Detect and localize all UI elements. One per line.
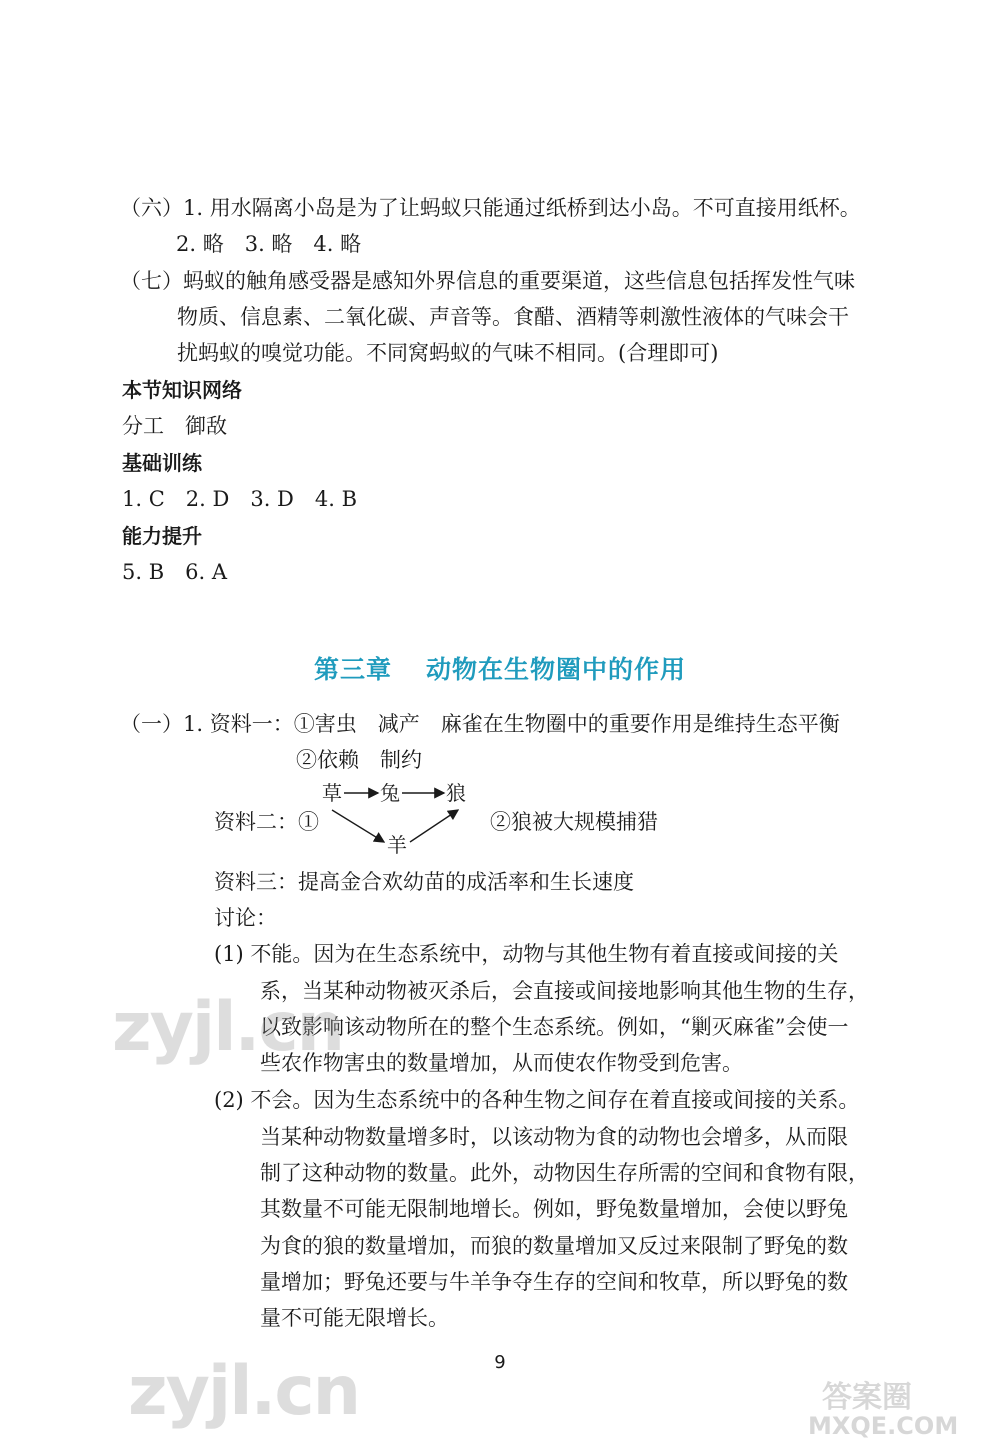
food-web-diagram bbox=[296, 780, 486, 858]
section6-line1: （六）1. 用水隔离小岛是为了让蚂蚁只能通过纸桥到达小岛。不可直接用纸杯。 bbox=[120, 196, 861, 220]
ability-answer: 5. B 6. A bbox=[122, 560, 228, 584]
food-web-sheep: 羊 bbox=[387, 833, 407, 857]
discussion2-line5: 为食的狼的数量增加，而狼的数量增加又反过来限制了野兔的数 bbox=[260, 1234, 848, 1258]
discussion1-line3: 以致影响该动物所在的整个生态系统。例如，“剿灭麻雀”会使一 bbox=[260, 1015, 849, 1039]
discussion1-line1: (1) 不能。因为在生态系统中，动物与其他生物有着直接或间接的关 bbox=[214, 942, 839, 966]
discussion1-line4: 些农作物害虫的数量增加，从而使农作物受到危害。 bbox=[260, 1051, 743, 1075]
q1-material3: 资料三：提高金合欢幼苗的成活率和生长速度 bbox=[214, 870, 634, 894]
discussion1-line2: 系，当某种动物被灭杀后，会直接或间接地影响其他生物的生存， bbox=[260, 979, 869, 1003]
section7-line1: （七）蚂蚁的触角感受器是感知外界信息的重要渠道，这些信息包括挥发性气味 bbox=[120, 269, 855, 293]
q1-material1-line1: （一）1. 资料一：①害虫 减产 麻雀在生物圈中的重要作用是维持生态平衡 bbox=[120, 712, 840, 736]
network-answer: 分工 御敌 bbox=[122, 414, 227, 438]
discussion2-line1: (2) 不会。因为生态系统中的各种生物之间存在着直接或间接的关系。 bbox=[214, 1088, 860, 1112]
chapter-title bbox=[0, 650, 1000, 686]
discussion2-line7: 量不可能无限增长。 bbox=[260, 1306, 449, 1330]
food-web-wolf: 狼 bbox=[446, 781, 466, 805]
ability-heading: 能力提升 bbox=[122, 524, 202, 548]
network-heading: 本节知识网络 bbox=[122, 378, 242, 402]
section6-line2: 2. 略 3. 略 4. 略 bbox=[176, 232, 362, 256]
watermark-zyjl-bottom: zyjl.cn bbox=[128, 1352, 360, 1431]
chapter-name: 动物在生物圈中的作用 bbox=[426, 655, 687, 684]
watermark-corner-url: MXQE.COM bbox=[808, 1412, 959, 1440]
food-web-grass: 草 bbox=[322, 781, 342, 805]
basic-answer: 1. C 2. D 3. D 4. B bbox=[122, 487, 358, 511]
basic-heading: 基础训练 bbox=[122, 451, 202, 475]
section7-line3: 扰蚂蚁的嗅觉功能。不同窝蚂蚁的气味不相同。(合理即可) bbox=[177, 341, 719, 365]
watermark-corner-logo: 答案圈 bbox=[822, 1380, 912, 1415]
q1-material1-line2: ②依赖 制约 bbox=[296, 748, 422, 772]
q1-material2-label: 资料二：① bbox=[214, 810, 319, 834]
arrow-sheep-to-wolf bbox=[410, 810, 458, 842]
discussion2-line2: 当某种动物数量增多时，以该动物为食的动物也会增多，从而限 bbox=[260, 1125, 848, 1149]
arrow-grass-to-sheep bbox=[332, 810, 384, 842]
chapter-number: 第三章 bbox=[313, 655, 392, 684]
q1-discussion-label: 讨论： bbox=[214, 906, 277, 930]
discussion2-line3: 制了这种动物的数量。此外，动物因生存所需的空间和食物有限， bbox=[260, 1161, 869, 1185]
food-web-rabbit: 兔 bbox=[380, 781, 400, 805]
discussion2-line6: 量增加；野兔还要与牛羊争夺生存的空间和牧草，所以野兔的数 bbox=[260, 1270, 848, 1294]
page-number: 9 bbox=[494, 1352, 506, 1373]
q1-material2-answer: ②狼被大规模捕猎 bbox=[490, 810, 658, 834]
watermark-zyjl-middle: zyjl.cn bbox=[112, 988, 344, 1067]
discussion2-line4: 其数量不可能无限制地增长。例如，野兔数量增加，会使以野兔 bbox=[260, 1197, 848, 1221]
section7-line2: 物质、信息素、二氧化碳、声音等。食醋、酒精等刺激性液体的气味会干 bbox=[177, 305, 849, 329]
